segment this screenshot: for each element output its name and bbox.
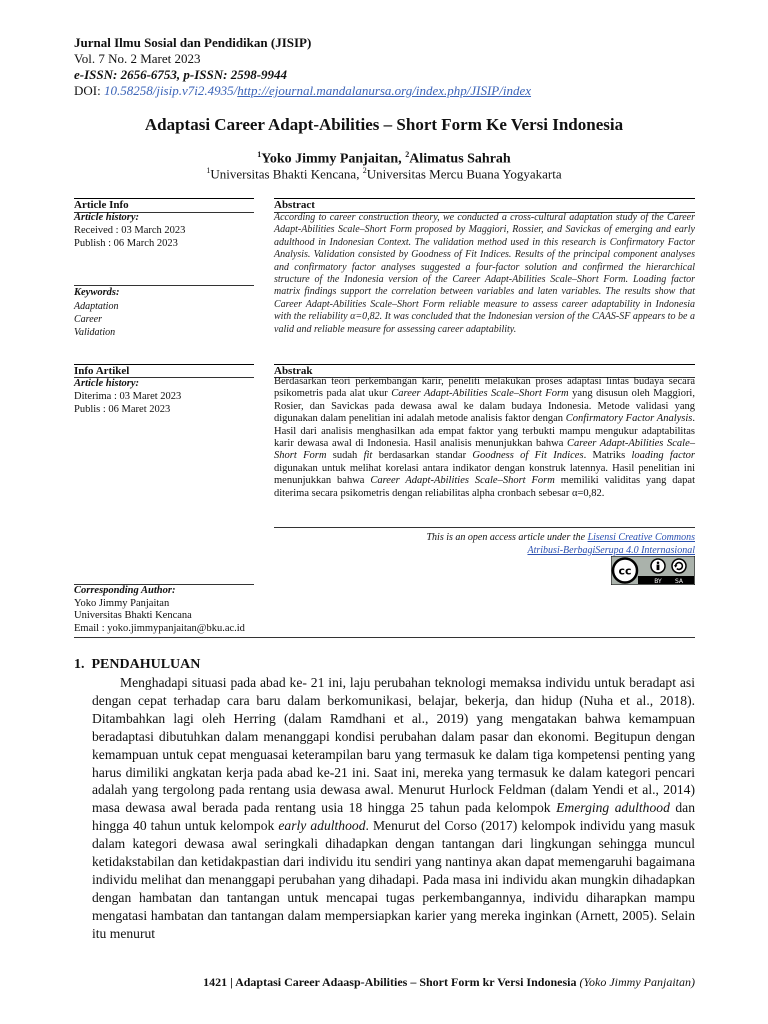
doi-link[interactable]: 10.58258/jisip.v7i2.4935	[103, 83, 234, 98]
section-number: 1.	[74, 657, 85, 672]
divider	[274, 527, 695, 528]
divider	[274, 198, 695, 199]
journal-url-link[interactable]: http://ejournal.mandalanursa.org/index.php/JISIP/index	[237, 83, 532, 98]
publish-date: Publish : 06 March 2023	[74, 238, 178, 249]
section-body	[92, 674, 695, 943]
article-history-label: Article history:	[74, 378, 140, 389]
abstract-heading: Abstract	[274, 199, 315, 211]
article-info-heading: Article Info	[74, 199, 129, 211]
abstrak-italic: loading factor	[631, 450, 696, 462]
affil1-sup: 1	[206, 166, 211, 175]
section-title: PENDAHULUAN	[91, 657, 201, 672]
license-text: This is an open access article under the	[426, 532, 588, 543]
page-number: 1421	[203, 975, 228, 989]
keyword-item: Validation	[74, 327, 116, 338]
section-heading	[74, 657, 200, 673]
page-footer	[0, 975, 695, 990]
author1-name: Yoko Jimmy Panjaitan,	[261, 151, 406, 167]
author1-sup: 1	[257, 150, 262, 159]
abstract-indonesian	[274, 376, 695, 500]
journal-name: Jurnal Ilmu Sosial dan Pendidikan (JISIP)	[74, 35, 312, 50]
abstrak-text: memiliki validitas yang dapat diterima secara psikometris dengan reliabilitas alpha cronbach sebesar α=0,82.	[274, 475, 696, 499]
abstrak-italic: fit	[363, 450, 373, 462]
affil1: Universitas Bhakti Kencana,	[210, 166, 363, 182]
badge-sa-text: SA	[674, 578, 684, 585]
abstrak-text: digunakan untuk melihat korelasi antara indikator dengan konstruk latennya. Hasil penelitian ini menunjukkan bahwa	[274, 462, 695, 487]
abstrak-italic: Career Adapt-Abilities Scale–Short Form	[370, 475, 555, 487]
corresponding-label: Corresponding Author:	[74, 585, 176, 596]
corresponding-name: Yoko Jimmy Panjaitan	[74, 597, 170, 609]
abstrak-text: sudah	[326, 450, 364, 462]
journal-header	[74, 35, 714, 99]
doi-separator: /	[233, 83, 238, 98]
badge-cc-text: cc	[618, 564, 632, 578]
doi-label: DOI:	[74, 83, 104, 98]
article-history-label: Article history:	[74, 212, 140, 223]
body-text: . Menurut del Corso (2017) kelompok individu yang masuk dalam kategori dewasa awal seringkali dihadapkan dengan tantangan dari lingkungan sehingga muncul ketidakstabilan dan ketidakpastian dari individu itu sendiri yang nantinya akan dapat memengaruhi bagaimana individu melihat dan menanggapi perubahan yang dihadapi. Pada masa ini individu akan mungkin dihadapkan dengan hambatan dan tantangan untuk mencapai tugas perkembangannya, individu diharapkan mampu mengatasi hambatan dan tantangan dalam mempersiapkan karier yang mereka inginkan (Arnett, 2005). Selain itu menurut	[92, 818, 696, 941]
footer-author: (Yoko Jimmy Panjaitan)	[579, 975, 695, 989]
info-artikel-heading: Info Artikel	[74, 365, 130, 377]
affil2: Universitas Mercu Buana Yogyakarta	[366, 166, 562, 182]
abstrak-heading: Abstrak	[274, 365, 313, 377]
divider	[74, 285, 254, 286]
license-link[interactable]: Lisensi Creative Commons	[587, 532, 695, 543]
diterima-date: Diterima : 03 Maret 2023	[74, 391, 182, 402]
keyword-item: Career	[74, 314, 102, 325]
divider	[274, 364, 695, 365]
abstrak-italic: Goodness of Fit Indices	[472, 450, 584, 462]
body-text: dan hingga 40 tahun untuk kelompok	[92, 800, 696, 834]
abstrak-text: . Hasil dari analisis menghasilkan ada empat faktor yang terbukti mampu mengukur adaptabilitas karir dewasa awal di Indonesia. Hasil analisis menunjukkan bahwa	[274, 413, 695, 450]
abstrak-text: berdasarkan standar	[372, 450, 473, 462]
abstrak-italic: Confirmatory Factor Analysis	[565, 413, 693, 425]
footer-title: Adaptasi Career Adaasp-Abilities – Short Form kr Versi Indonesia	[235, 975, 577, 989]
journal-volume: Vol. 7 No. 2 Maret 2023	[74, 51, 201, 66]
affil2-sup: 2	[362, 166, 367, 175]
corresponding-email: Email : yoko.jimmypanjaitan@bku.ac.id	[74, 622, 245, 634]
abstrak-text: . Matriks	[583, 450, 632, 462]
abstrak-italic: Career Adapt-Abilities Scale–Short Form	[391, 388, 569, 400]
paper-affiliations	[0, 166, 768, 182]
paper-title: Adaptasi Career Adapt-Abilities – Short Form Ke Versi Indonesia	[144, 115, 624, 134]
abstrak-italic: Career Adapt-Abilities Scale–Short Form	[274, 438, 695, 462]
corresponding-institution: Universitas Bhakti Kencana	[74, 610, 192, 621]
author2-name: Alimatus Sahrah	[409, 151, 511, 167]
paper-authors	[0, 150, 768, 168]
divider	[74, 637, 695, 638]
journal-issn: e-ISSN: 2656-6753, p-ISSN: 2598-9944	[74, 67, 288, 82]
abstrak-text: Berdasarkan teori perkembangan karir, peneliti melakukan proses adaptasi lintas budaya secara psikometris pada alat ukur	[274, 376, 695, 400]
corresponding-author	[74, 585, 245, 635]
journal-doi-line	[74, 83, 714, 99]
body-text: Menghadapi situasi pada abad ke- 21 ini, laju perubahan teknologi memaksa individu untuk beradapt asi dengan cepat terhadap cara baru dalam berkomunikasi, belajar, bekerja, dan hidup (Nuha et al., 2018). Ditambahkan lagi oleh Herring (dalam Ramdhani et al., 2019) yang mengatakan bahwa kemampuan beradaptasi dibutuhkan dalam menanggapi kondisi perubahan dalam pasar dan ekonomi. Begitupun dengan kemampuan untuk cepat menguasai keterampilan baru yang termasuk ke dalam tiga kompetensi penting yang harus dimiliki angkatan kerja pada abad ke-21 ini. Saat ini, mereka yang termasuk ke dalam kategori pencari adalah yang tergolong pada rentang usia dewasa awal. Menurut Hurlock Feldman (dalam Yendi et al., 2014) masa dewasa awal berada pada rentang usia 18 hingga 25 tahun pada kelompok	[92, 675, 695, 816]
keyword-item: Adaptation	[74, 301, 119, 312]
footer-separator: |	[227, 975, 236, 989]
keywords-label: Keywords:	[74, 287, 120, 298]
publis-date: Publis : 06 Maret 2023	[74, 404, 171, 415]
abstrak-text: yang disusun oleh Maggiori, Rosier, dan Savickas pada dewasa awal ke dalam budaya Indonesia. Metode validasi yang digunakan dalam penelitian ini adalah metode analisis faktor dengan	[274, 388, 695, 425]
license-link[interactable]: Atribusi-BerbagiSerupa 4.0 Internasional	[527, 545, 695, 556]
abstract-english: According to career construction theory, we conducted a cross-cultural adaptation study of the Career Adapt-Abilities Scale–Short Form proposed by Maggiori, Rossier, and Savickas of emerging and early adulthood in Indonesian Context. The validation method used in this research is Confirmatory Factor Analysis. Validation consisted by Goodness of Fit Indices. Results of the principal component analyses and confirmatory factor analyses suggested a four-factor solution and confirmed the hierarchical structure of the Indonesia version of the Career Adapt-Abilities Scale–Short Form. Loading factor matrix findings support the correlation between variables and laten variables. The results show that Career Adapt-Abilities Scale–Short Form reliable measure to assess career adaptability in Indonesia with the reliability α=0,82. It was concluded that the Indonesian version of the CAAS-SF appears to be a valid and reliable measure for assessing career adaptability.	[274, 212, 695, 335]
received-date: Received : 03 March 2023	[74, 225, 186, 236]
cc-by-sa-badge-icon[interactable]	[611, 556, 695, 585]
badge-by-text: BY	[654, 578, 662, 585]
body-italic: Emerging adulthood	[556, 800, 670, 816]
body-italic: early adulthood	[278, 818, 366, 834]
author2-sup: 2	[405, 150, 410, 159]
license-notice	[300, 531, 695, 557]
